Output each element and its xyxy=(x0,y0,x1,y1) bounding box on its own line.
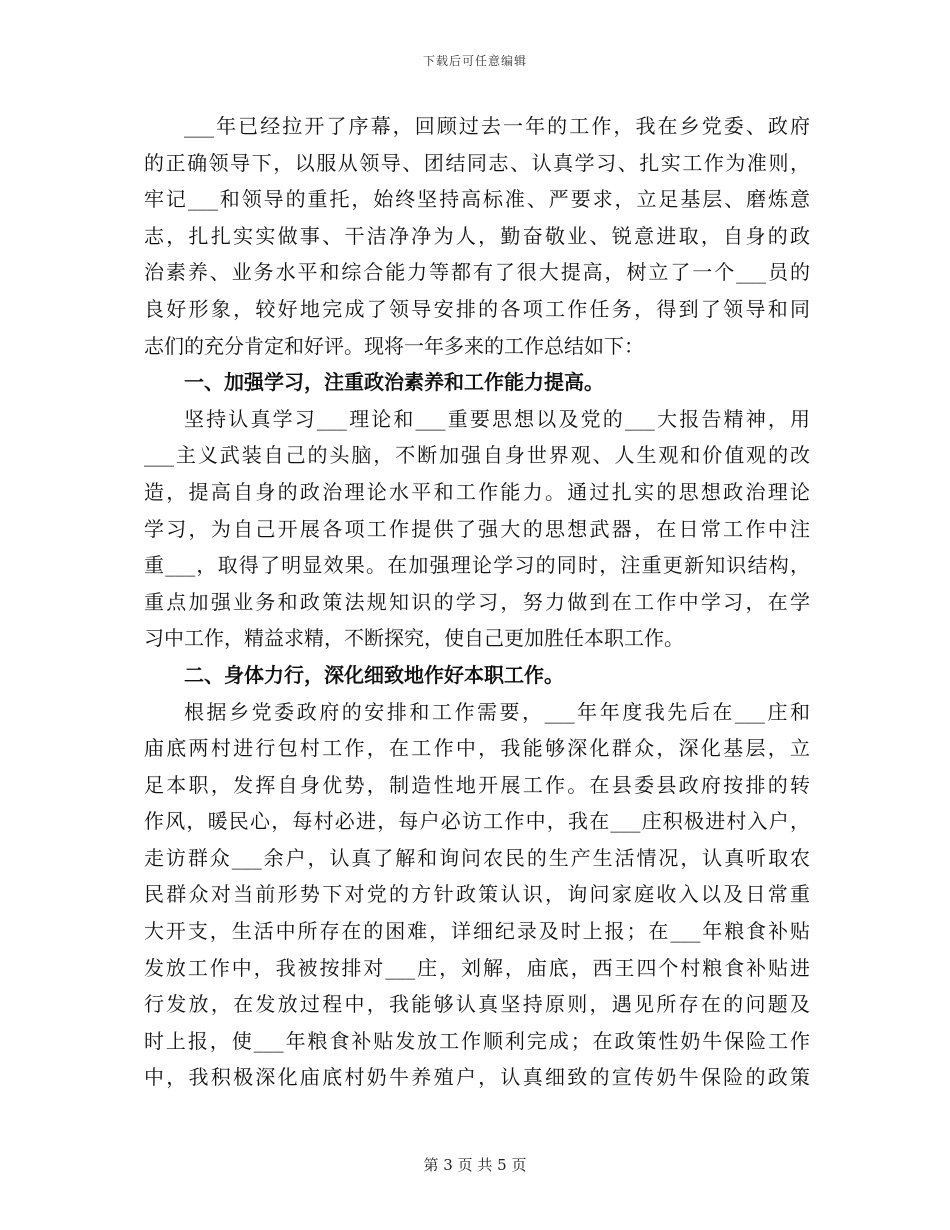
document-body xyxy=(144,108,810,1096)
paragraph-2-line-7: 习中工作，精益求精，不断探究，使自己更加胜任本职工作。 xyxy=(144,626,684,651)
page-header: 下载后可任意编辑 xyxy=(422,54,527,68)
paragraph-3-line-6: 民群众对当前形势下对党的方针政策认识，询问家庭收入以及日常重 xyxy=(144,882,810,907)
paragraph-2-line-3: 造，提高自身的政治理论水平和工作能力。通过扎实的思想政治理论 xyxy=(144,479,810,504)
paragraph-3-line-8: 发放工作中，我被按排对___庄，刘解，庙底，西王四个村粮食补贴进 xyxy=(144,955,810,980)
paragraph-1-line-4: 志，扎扎实实做事、干洁净净为人，勤奋敬业、锐意进取，自身的政 xyxy=(144,223,810,248)
paragraph-3-line-9: 行发放，在发放过程中，我能够认真坚持原则，遇见所存在的问题及 xyxy=(144,992,810,1017)
paragraph-2-line-1: 坚持认真学习___理论和___重要思想以及党的___大报告精神，用 xyxy=(184,406,810,431)
paragraph-3-line-11: 中，我积极深化庙底村奶牛养殖户，认真细致的宣传奶牛保险的政策 xyxy=(144,1065,810,1090)
paragraph-1-line-3: 牢记___和领导的重托，始终坚持高标准、严要求，立足基层、磨炼意 xyxy=(144,187,810,212)
paragraph-3-line-4: 作风，暖民心，每村必进，每户必访工作中，我在___庄积极进村入户， xyxy=(144,809,810,834)
paragraph-3-line-10: 时上报，使___年粮食补贴发放工作顺利完成；在政策性奶牛保险工作 xyxy=(144,1028,810,1053)
page-number: 第 3 页 共 5 页 xyxy=(423,1156,527,1174)
paragraph-3-line-2: 庙底两村进行包村工作，在工作中，我能够深化群众，深化基层，立 xyxy=(144,736,810,761)
paragraph-3-line-7: 大开支，生活中所存在的困难，详细纪录及时上报；在___年粮食补贴 xyxy=(144,919,810,944)
section-heading-2: 二、身体力行，深化细致地作好本职工作。 xyxy=(184,662,564,687)
paragraph-2-line-2: ___主义武装自己的头脑，不断加强自身世界观、人生观和价值观的改 xyxy=(144,443,810,468)
paragraph-3-line-1: 根据乡党委政府的安排和工作需要，___年年度我先后在___庄和 xyxy=(184,699,810,724)
paragraph-1-line-5: 治素养、业务水平和综合能力等都有了很大提高，树立了一个___员的 xyxy=(144,260,810,285)
paragraph-1-line-6: 良好形象，较好地完成了领导安排的各项工作任务，得到了领导和同 xyxy=(144,296,810,321)
paragraph-2-line-6: 重点加强业务和政策法规知识的学习，努力做到在工作中学习，在学 xyxy=(144,589,810,614)
paragraph-2-line-4: 学习，为自己开展各项工作提供了强大的思想武器，在日常工作中注 xyxy=(144,516,810,541)
paragraph-1-line-7: 志们的充分肯定和好评。现将一年多来的工作总结如下： xyxy=(144,333,644,358)
paragraph-3-line-3: 足本职，发挥自身优势，制造性地开展工作。在县委县政府按排的转 xyxy=(144,772,810,797)
paragraph-3-line-5: 走访群众___余户，认真了解和询问农民的生产生活情况，认真听取农 xyxy=(144,845,810,870)
section-heading-1: 一、加强学习，注重政治素养和工作能力提高。 xyxy=(184,370,604,395)
paragraph-1-line-2: 的正确领导下，以服从领导、团结同志、认真学习、扎实工作为准则， xyxy=(144,150,810,175)
paragraph-2-line-5: 重___，取得了明显效果。在加强理论学习的同时，注重更新知识结构， xyxy=(144,553,810,578)
paragraph-1-line-1: ___年已经拉开了序幕，回顾过去一年的工作，我在乡党委、政府 xyxy=(184,114,810,138)
